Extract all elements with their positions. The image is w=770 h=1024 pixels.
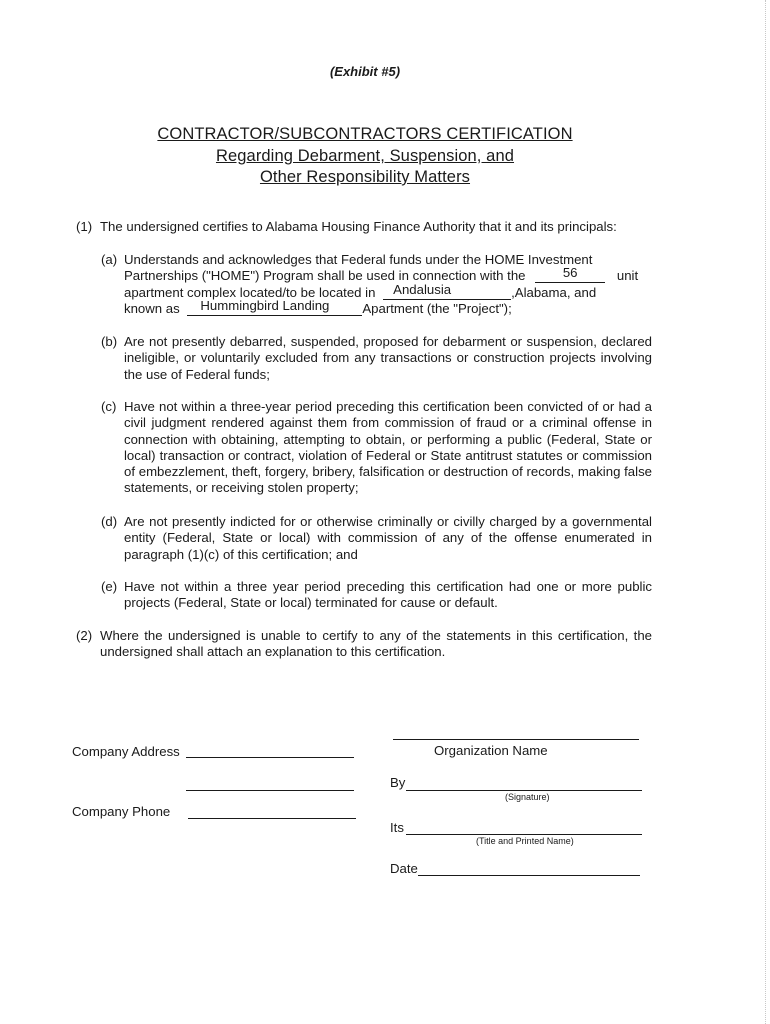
unit-word: unit — [616, 268, 639, 284]
city-field[interactable] — [383, 281, 511, 300]
unit-count-value: 56 — [562, 265, 578, 281]
clause-1d-number: (d) — [101, 514, 118, 529]
organization-name-line[interactable] — [393, 739, 639, 740]
signature-line[interactable] — [406, 790, 642, 791]
company-address-label: Company Address — [72, 744, 180, 759]
organization-name-label: Organization Name — [434, 743, 548, 758]
clause-1a-line-1: Understands and acknowledges that Federal funds under the HOME Investment — [124, 252, 593, 267]
company-phone-line[interactable] — [188, 818, 356, 819]
date-line[interactable] — [418, 875, 640, 876]
scan-edge — [765, 0, 770, 1024]
clause-1d-text: Are not presently indicted for or otherwise criminally or civilly charged by a governmental entity (Federal, State or local) with commission of any of the offense enumerated in paragraph (1)(c) of this certification; and — [124, 514, 652, 562]
state-text: ,Alabama, and — [511, 284, 597, 300]
clause-1b-text: Are not presently debarred, suspended, proposed for debarment or suspension, declared ineligible, or voluntarily excluded from any transactions or construction projects involving the use of Federal funds; — [124, 334, 652, 382]
title-caption: (Title and Printed Name) — [476, 836, 574, 846]
document-subtitle-line-1: Regarding Debarment, Suspension, and — [215, 147, 515, 165]
clause-1-text: The undersigned certifies to Alabama Housing Finance Authority that it and its principals: — [100, 219, 617, 234]
company-address-line-2[interactable] — [186, 790, 354, 791]
clause-1b-number: (b) — [101, 334, 118, 349]
clause-1a-line-3-text: apartment complex located/to be located in — [124, 284, 376, 300]
signature-caption: (Signature) — [505, 792, 550, 802]
exhibit-label: (Exhibit #5) — [329, 64, 401, 79]
clause-1e-text: Have not within a three year period preceding this certification had one or more public projects (Federal, State or local) terminated for cause or default. — [124, 579, 652, 611]
date-label: Date — [390, 861, 418, 876]
document-title: CONTRACTOR/SUBCONTRACTORS CERTIFICATION — [157, 125, 573, 143]
clause-1-number: (1) — [76, 219, 93, 234]
clause-1c-number: (c) — [101, 399, 117, 414]
project-suffix-text: Apartment (the "Project"); — [362, 300, 512, 316]
clause-2-text: Where the undersigned is unable to certify to any of the statements in this certification, the undersigned shall attach an explanation to this certification. — [100, 628, 652, 660]
known-as-label: known as — [124, 300, 180, 316]
clause-1c-text: Have not within a three-year period preceding this certification been convicted of or had a civil judgment rendered against them from commission of fraud or a criminal offense in connection with obtaining, attempting to obtain, or performing a public (Federal, State or local) transaction or contract, violation of Federal or State antitrust statutes or commission of embezzlement, theft, forgery, bribery, falsification or destruction of records, making false statements, or receiving stolen property; — [124, 399, 652, 496]
its-label: Its — [390, 820, 404, 835]
project-name-value: Hummingbird Landing — [200, 297, 330, 313]
clause-2-number: (2) — [76, 628, 93, 643]
clause-1a-number: (a) — [101, 252, 118, 267]
unit-count-field[interactable] — [535, 265, 605, 283]
clause-1a-line-2-text: Partnerships ("HOME") Program shall be used in connection with the — [124, 268, 526, 284]
clause-1e-number: (e) — [101, 579, 118, 594]
title-line[interactable] — [406, 834, 642, 835]
company-address-line-1[interactable] — [186, 757, 354, 758]
by-label: By — [390, 775, 406, 790]
document-subtitle-line-2: Other Responsibility Matters — [259, 168, 471, 186]
project-name-field[interactable] — [187, 297, 362, 316]
company-phone-label: Company Phone — [72, 804, 171, 819]
city-value: Andalusia — [393, 281, 452, 297]
